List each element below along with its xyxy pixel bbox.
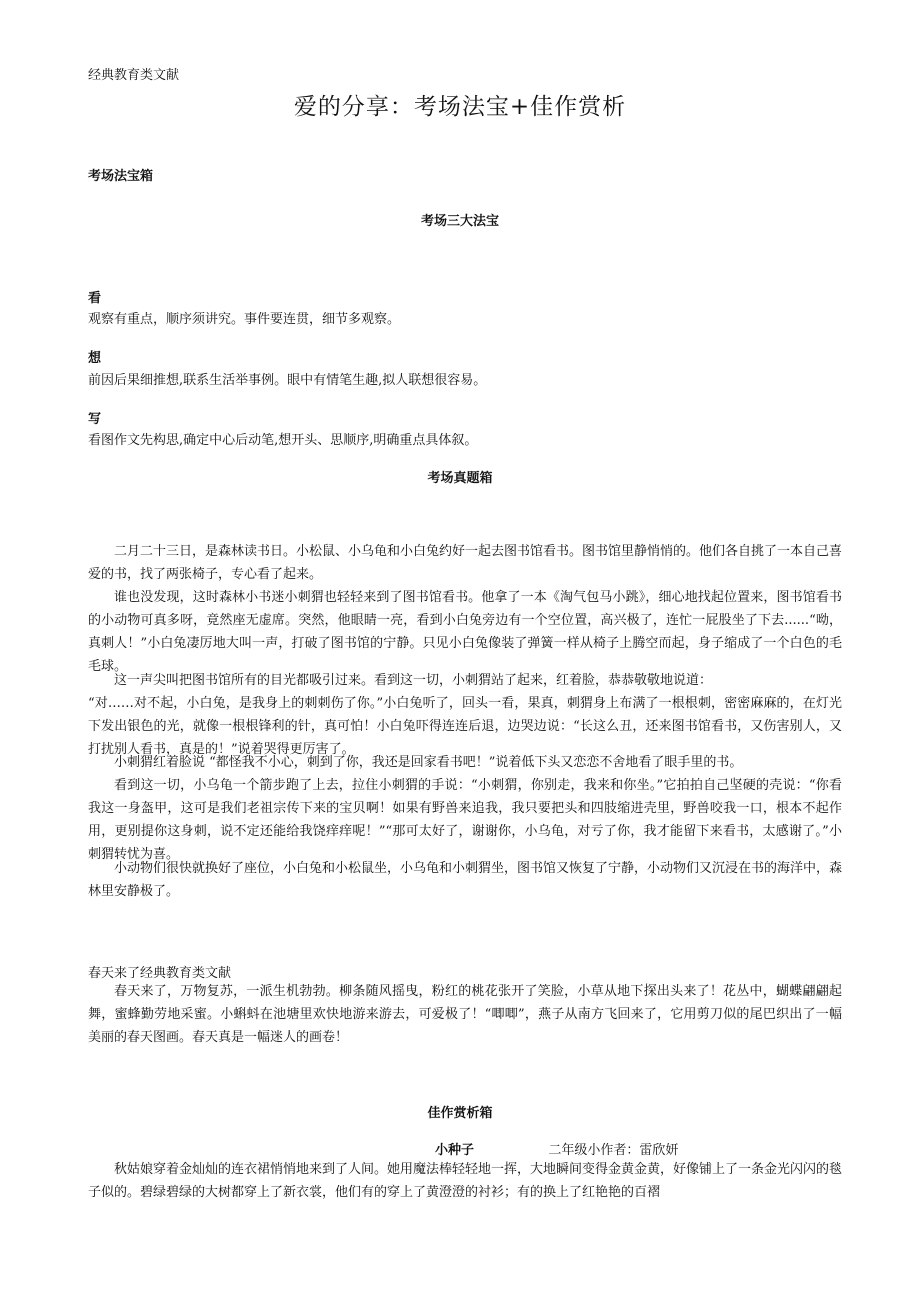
tip-look-body: 观察有重点，顺序须讲究。事件要连贯，细节多观察。	[88, 312, 401, 327]
exam-paragraph-6: 看到这一切，小乌龟一个箭步跑了上去，拉住小刺猬的手说：“小刺猬，你别走，我来和你坐。”它拍拍自己坚硬的壳说：“你看我这一身盔甲，这可是我们老祖宗传下来的宝贝啊！如果有野兽来追我，我只要把头和四肢缩进壳里，野兽咬我一口，根本不起作用，更别提你这身刺，说不定还能给我饶痒痒呢！”“那可太好了，谢谢你，小乌龟，对亏了你，我才能留下来看书，太感谢了。”小刺猬转忧为喜。	[88, 778, 842, 862]
header-note: 经典教育类文献	[88, 68, 180, 83]
tip-look-title: 看	[88, 291, 102, 306]
toolbox-subtitle: 考场三大法宝	[420, 214, 499, 229]
exam-paragraph-2: 谁也没发现，这时森林小书迷小刺猬也轻轻来到了图书馆看书。他拿了一本《淘气包马小跳》，细心地找起位置来，图书馆看书的小动物可真多呀，竟然座无虚席。突然，他眼睛一亮，看到小白兔旁边有一个空位置，高兴极了，连忙一屁股坐了下去......“呦，真刺人！”小白兔凄厉地大叫一声，打破了图书馆的宁静。只见小白兔像装了弹簧一样从椅子上腾空而起，身子缩成了一个白色的毛毛球。	[88, 590, 842, 674]
essay-title-line	[435, 1139, 678, 1158]
exam-heading: 考场真题箱	[427, 471, 493, 486]
tip-think-body: 前因后果细推想,联系生活举事例。眼中有情笔生趣,拟人联想很容易。	[88, 373, 487, 388]
toolbox-label: 考场法宝箱	[88, 169, 154, 184]
exam-paragraph-1: 二月二十三日，是森林读书日。小松鼠、小乌龟和小白兔约好一起去图书馆看书。图书馆里静悄悄的。他们各自挑了一本自己喜爱的书，找了两张椅子，专心看了起来。	[88, 544, 843, 582]
tip-think-title: 想	[88, 351, 102, 366]
essay-title: 小种子	[435, 1143, 475, 1158]
tip-write-title: 写	[88, 412, 102, 427]
spring-paragraph: 春天来了，万物复苏，一派生机勃勃。柳条随风摇曳，粉红的桃花张开了笑脸，小草从地下探出头来了！花丛中，蝴蝶翩翩起舞，蜜蜂勤劳地采蜜。小蝌蚪在池塘里欢快地游来游去，可爱极了！“唧唧”，燕子从南方飞回来了，它用剪刀似的尾巴织出了一幅美丽的春天图画。春天真是一幅迷人的画卷！	[88, 984, 842, 1045]
page-title: 爱的分享：考场法宝+佳作赏析	[293, 94, 627, 120]
tip-write-body: 看图作文先构思,确定中心后动笔,想开头、思顺序,明确重点具体叙。	[88, 433, 478, 448]
essay-paragraph: 秋姑娘穿着金灿灿的连衣裙悄悄地来到了人间。她用魔法棒轻轻地一挥，大地瞬间变得金黄金黄，好像铺上了一条金光闪闪的毯子似的。碧绿碧绿的大树都穿上了新衣裳，他们有的穿上了黄澄澄的衬衫；有的换上了红艳艳的百褶	[88, 1162, 843, 1200]
exam-paragraph-3: 这一声尖叫把图书馆所有的目光都吸引过来。看到这一切，小刺猬站了起来，红着脸，恭恭敬敬地说道：	[114, 673, 713, 688]
exam-paragraph-5: 小刺猬红着脸说 “都怪我不小心，刺到了你，我还是回家看书吧！”说着低下头又恋恋不舍地看了眼手里的书。	[114, 755, 743, 770]
spring-heading: 春天来了经典教育类文献	[88, 966, 232, 981]
essay-author: 二年级小作者：雷欣妍	[548, 1143, 679, 1158]
exam-paragraph-4: “对……对不起，小白兔，是我身上的刺刺伤了你。”小白兔听了，回头一看，果真，刺猬身上布满了一根根刺，密密麻麻的，在灯光下发出银色的光，就像一根根锋利的针，真可怕！小白兔吓得连连后退，边哭边说：“长这么丑，还来图书馆看书，又伤害别人，又打扰别人看书，真是的！”说着哭得更厉害了。	[88, 696, 842, 757]
exam-paragraph-7: 小动物们很快就换好了座位，小白兔和小松鼠坐，小乌龟和小刺猬坐，图书馆又恢复了宁静，小动物们又沉浸在书的海洋中，森林里安静极了。	[88, 861, 843, 899]
appreciation-heading: 佳作赏析箱	[427, 1106, 493, 1121]
